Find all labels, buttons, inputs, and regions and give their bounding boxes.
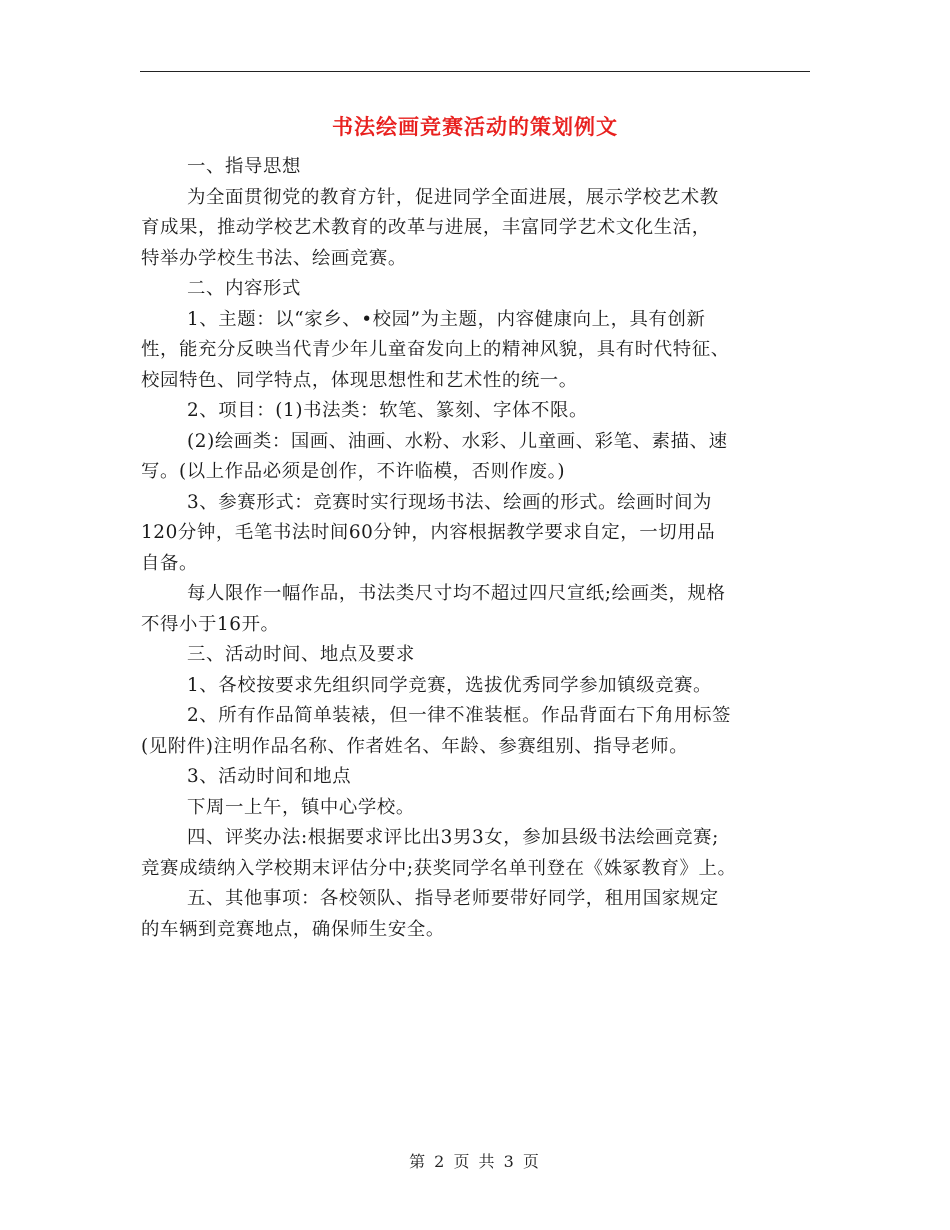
paragraph-line: 为全面贯彻党的教育方针，促进同学全面进展，展示学校艺术教 [187, 186, 719, 208]
paragraph-line: 五、其他事项：各校领队、指导老师要带好同学，租用国家规定 [187, 888, 719, 909]
paragraph-line: 性，能充分反映当代青少年儿童奋发向上的精神风貌，具有时代特征、 [141, 339, 730, 360]
paragraph-line: 自备。 [141, 552, 198, 574]
paragraph-line: 不得小于16开。 [141, 613, 280, 635]
paragraph-line: 的车辆到竞赛地点，确保师生安全。 [141, 918, 445, 940]
paragraph-line: 三、活动时间、地点及要求 [187, 644, 415, 665]
page-number-footer: 第 2 页 共 3 页 [409, 1152, 541, 1171]
paragraph-line: 竞赛成绩纳入学校期末评估分中;获奖同学名单刊登在《姝冢教育》上。 [141, 857, 737, 879]
document-body [141, 152, 811, 945]
paragraph-line: 育成果，推动学校艺术教育的改革与进展，丰富同学艺术文化生活， [141, 217, 711, 238]
document-title: 书法绘画竞赛活动的策划例文 [332, 114, 618, 139]
paragraph-line: (2)绘画类：国画、油画、水粉、水彩、儿童画、彩笔、素描、速 [187, 430, 728, 452]
paragraph-line: 一、指导思想 [187, 156, 301, 177]
paragraph-line: 下周一上午，镇中心学校。 [187, 796, 415, 818]
paragraph-line: 3、参赛形式：竞赛时实行现场书法、绘画的形式。绘画时间为 [187, 491, 713, 513]
header-rule [140, 71, 810, 72]
paragraph-line: 二、内容形式 [187, 278, 301, 299]
paragraph-line: 写。(以上作品必须是创作，不许临模，否则作废。) [141, 461, 566, 482]
paragraph-line: (见附件)注明作品名称、作者姓名、年龄、参赛组别、指导老师。 [141, 735, 689, 757]
paragraph-line: 1、各校按要求先组织同学竞赛，选拔优秀同学参加镇级竞赛。 [187, 674, 713, 696]
paragraph-line: 1、主题：以“家乡、•校园”为主题，内容健康向上，具有创新 [187, 308, 706, 330]
paragraph-line: 2、项目：(1)书法类：软笔、篆刻、字体不限。 [187, 400, 588, 421]
paragraph-line: 2、所有作品简单装裱，但一律不准装框。作品背面右下角用标签 [187, 705, 732, 726]
paragraph-line: 特举办学校生书法、绘画竞赛。 [141, 247, 407, 269]
paragraph-line: 120分钟，毛笔书法时间60分钟，内容根据教学要求自定，一切用品 [141, 522, 716, 543]
paragraph-line: 每人限作一幅作品，书法类尺寸均不超过四尺宣纸;绘画类，规格 [187, 583, 726, 604]
paragraph-line: 3、活动时间和地点 [187, 766, 352, 787]
paragraph-line: 校园特色、同学特点，体现思想性和艺术性的统一。 [141, 369, 578, 391]
paragraph-line: 四、评奖办法:根据要求评比出3男3女，参加县级书法绘画竞赛; [187, 827, 719, 848]
